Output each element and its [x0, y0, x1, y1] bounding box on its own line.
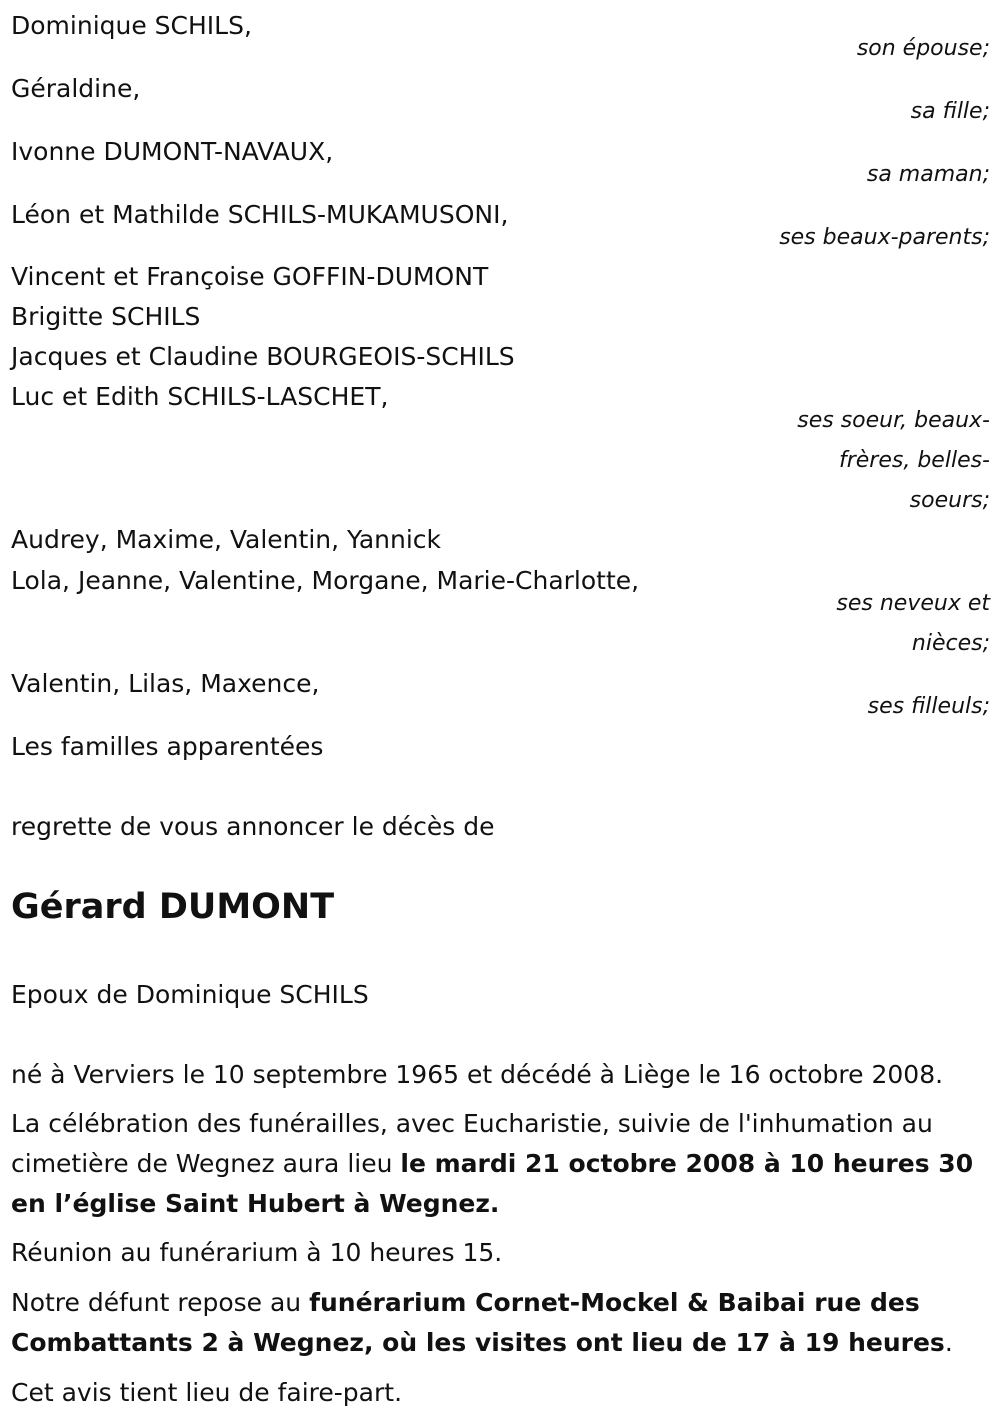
relation-label: frères, belles-	[838, 448, 990, 473]
funeral-paragraph	[11, 1104, 991, 1224]
family-name-line: Lola, Jeanne, Valentine, Morgane, Marie-Charlotte,	[11, 566, 640, 595]
relation-label: son épouse;	[856, 36, 990, 61]
repose-paragraph	[11, 1283, 991, 1363]
family-name-line: Léon et Mathilde SCHILS-MUKAMUSONI,	[11, 200, 509, 229]
family-name-line: Vincent et Françoise GOFFIN-DUMONT	[11, 262, 489, 291]
repose-location: funérarium Cornet-Mockel & Baibai rue des Combattants 2 à Wegnez, où les visites ont lieu de 17 à 19 heures	[11, 1288, 945, 1357]
family-name-line: Brigitte SCHILS	[11, 302, 201, 331]
family-name-line: Luc et Edith SCHILS-LASCHET,	[11, 382, 389, 411]
spouse-line: Epoux de Dominique SCHILS	[11, 980, 369, 1009]
family-name-line: Les familles apparentées	[11, 732, 324, 761]
funeral-date-location: le mardi 21 octobre 2008 à 10 heures 30 en l’église Saint Hubert à Wegnez.	[11, 1149, 974, 1218]
family-name-line: Géraldine,	[11, 74, 141, 103]
family-name-line: Jacques et Claudine BOURGEOIS-SCHILS	[11, 342, 515, 371]
birth-death-line: né à Verviers le 10 septembre 1965 et décédé à Liège le 16 octobre 2008.	[11, 1060, 944, 1089]
relation-label: ses filleuls;	[867, 694, 990, 719]
relation-label: soeurs;	[909, 488, 990, 513]
announcement-text: regrette de vous annoncer le décès de	[11, 812, 495, 841]
relation-label: ses soeur, beaux-	[797, 408, 990, 433]
relation-label: ses beaux-parents;	[779, 225, 990, 250]
family-name-line: Dominique SCHILS,	[11, 11, 252, 40]
repose-end: .	[944, 1328, 953, 1357]
repose-text: Notre défunt repose au	[11, 1288, 310, 1317]
relation-label: nièces;	[911, 631, 990, 656]
funeral-text: La célébration des funérailles, avec Eucharistie, suivie de l'inhumation au cimetière de Wegnez aura lieu	[11, 1109, 933, 1178]
relation-label: ses neveux et	[836, 591, 990, 616]
deceased-name: Gérard DUMONT	[11, 887, 335, 927]
closing-line: Cet avis tient lieu de faire-part.	[11, 1378, 403, 1407]
relation-label: sa maman;	[866, 162, 990, 187]
relation-label: sa fille;	[910, 99, 990, 124]
family-name-line: Audrey, Maxime, Valentin, Yannick	[11, 525, 442, 554]
family-name-line: Valentin, Lilas, Maxence,	[11, 669, 320, 698]
family-name-line: Ivonne DUMONT-NAVAUX,	[11, 137, 334, 166]
meeting-line: Réunion au funérarium à 10 heures 15.	[11, 1238, 503, 1267]
